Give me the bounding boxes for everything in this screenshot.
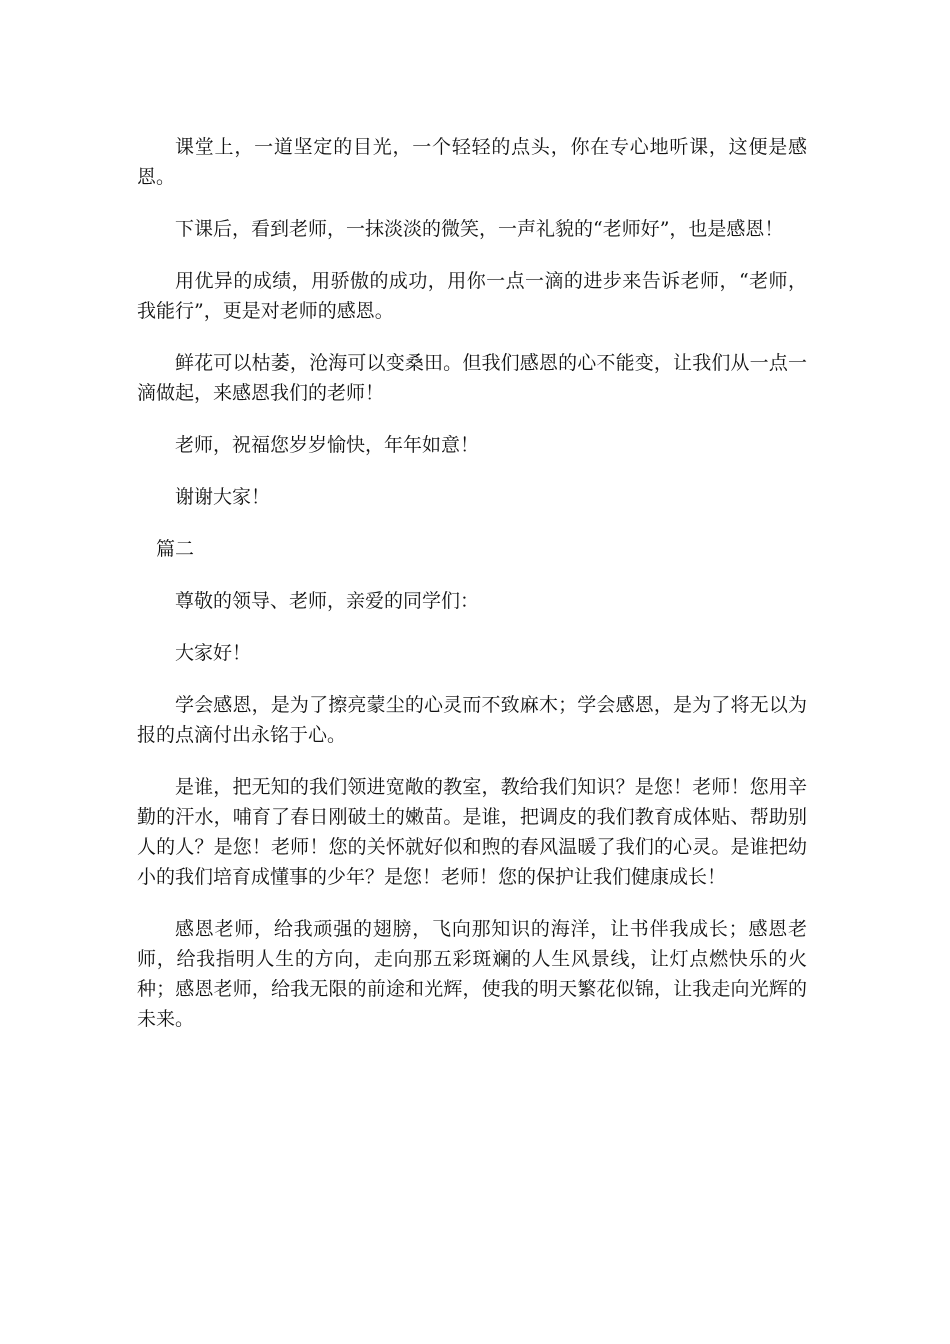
- document-body: [137, 132, 807, 1056]
- paragraph: 用优异的成绩，用骄傲的成功，用你一点一滴的进步来告诉老师，“老师，我能行”，更是对老师的感恩。: [137, 270, 807, 322]
- salutation: 尊敬的领导、老师，亲爱的同学们：: [175, 590, 480, 612]
- paragraph: 学会感恩，是为了擦亮蒙尘的心灵而不致麻木；学会感恩，是为了将无以为报的点滴付出永铭于心。: [137, 694, 807, 746]
- paragraph: 下课后，看到老师，一抹淡淡的微笑，一声礼貌的“老师好”，也是感恩！: [175, 218, 784, 240]
- paragraph: 谢谢大家！: [175, 486, 271, 508]
- paragraph: 是谁，把无知的我们领进宽敞的教室，教给我们知识？是您！老师！您用辛勤的汗水，哺育了春日刚破土的嫩苗。是谁，把调皮的我们教育成体贴、帮助别人的人？是您！老师！您的关怀就好似和煦的春风温暖了我们的心灵。是谁把幼小的我们培育成懂事的少年？是您！老师！您的保护让我们健康成长！: [137, 776, 807, 888]
- paragraph: 老师，祝福您岁岁愉快，年年如意！: [175, 434, 480, 456]
- paragraph: 鲜花可以枯萎，沧海可以变桑田。但我们感恩的心不能变，让我们从一点一滴做起，来感恩我们的老师！: [137, 352, 807, 404]
- section-heading: 篇二: [156, 538, 195, 560]
- paragraph: 感恩老师，给我顽强的翅膀，飞向那知识的海洋，让书伴我成长；感恩老师，给我指明人生的方向，走向那五彩斑斓的人生风景线，让灯点燃快乐的火种；感恩老师，给我无限的前途和光辉，使我的明天繁花似锦，让我走向光辉的未来。: [137, 918, 807, 1030]
- greeting: 大家好！: [175, 642, 252, 664]
- paragraph: 课堂上，一道坚定的目光，一个轻轻的点头，你在专心地听课，这便是感恩。: [137, 136, 807, 188]
